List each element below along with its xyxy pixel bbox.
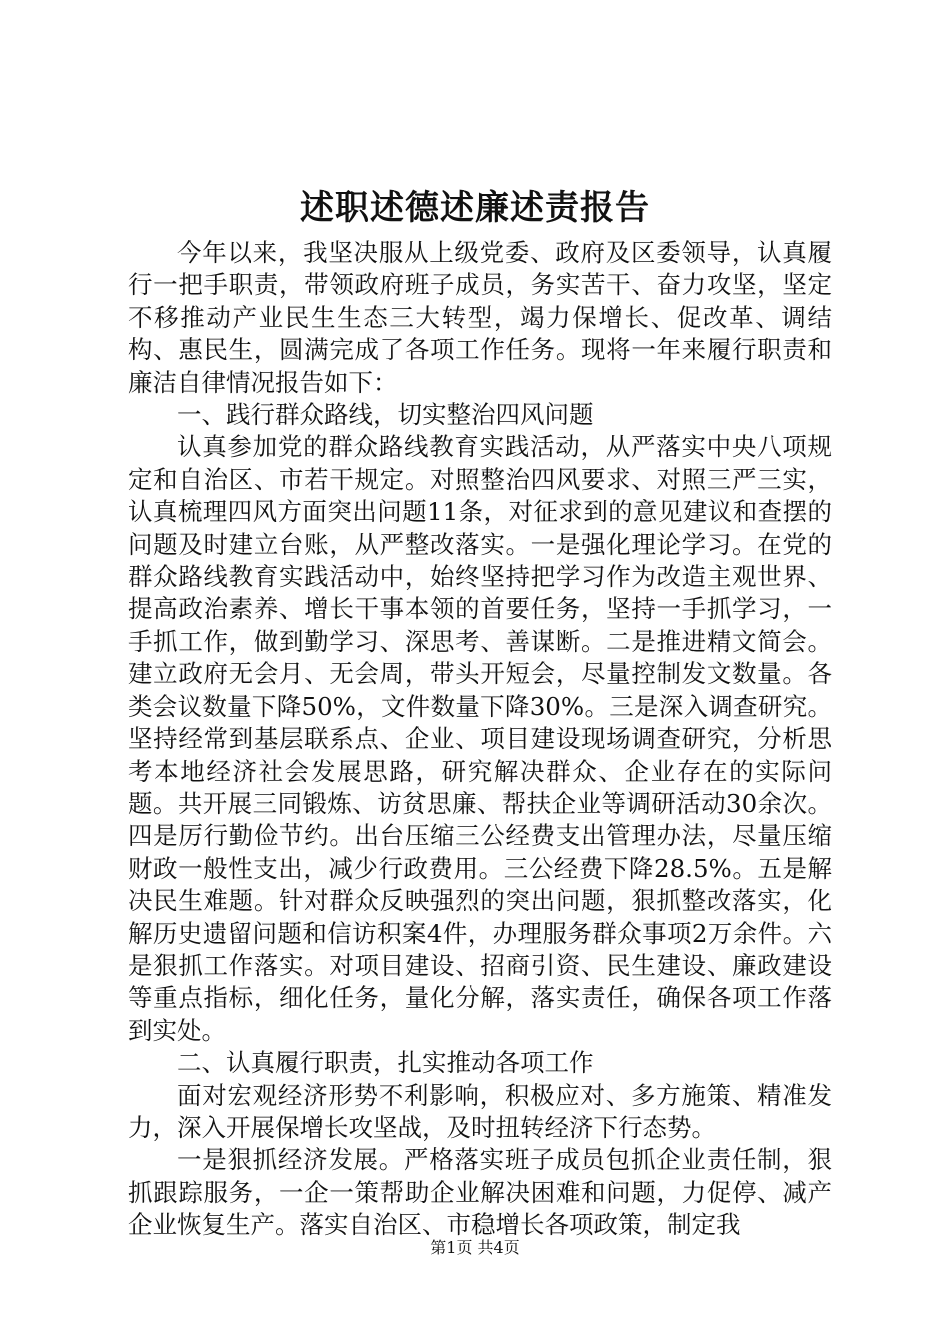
section-heading-2: 二、认真履行职责，扎实推动各项工作 [177,1048,594,1078]
page-number: 第1页 共4页 [430,1238,520,1257]
section-2-paragraph: 面对宏观经济形势不利影响，积极应对、多方施策、精准发力，深入开展保增长攻坚战，及时扭转经济下行态势。 [128,1080,832,1142]
intro-paragraph: 今年以来，我坚决服从上级党委、政府及区委领导，认真履行一把手职责，带领政府班子成员，务实苦干、奋力攻坚，坚定不移推动产业民生生态三大转型，竭力保增长、促改革、调结构、惠民生，圆满完成了各项工作任务。现将一年来履行职责和廉洁自律情况报告如下： [128,238,832,397]
section-heading-1: 一、践行群众路线，切实整治四风问题 [177,400,594,430]
section-1-paragraph: 认真参加党的群众路线教育实践活动，从严落实中央八项规定和自治区、市若干规定。对照整治四风要求、对照三严三实，认真梳理四风方面突出问题11条，对征求到的意见建议和查摆的问题及时建立台账，从严整改落实。一是强化理论学习。在党的群众路线教育实践活动中，始终坚持把学习作为改造主观世界、提高政治素养、增长干事本领的首要任务，坚持一手抓学习，一手抓工作，做到勤学习、深思考、善谋断。二是推进精文简会。建立政府无会月、无会周，带头开短会，尽量控制发文数量。各类会议数量下降50%，文件数量下降30%。三是深入调查研究。坚持经常到基层联系点、企业、项目建设现场调查研究，分析思考本地经济社会发展思路，研究解决群众、企业存在的实际问题。共开展三同锻炼、访贫思廉、帮扶企业等调研活动30余次。四是厉行勤俭节约。出台压缩三公经费支出管理办法，尽量压缩财政一般性支出，减少行政费用。三公经费下降28.5%。五是解决民生难题。针对群众反映强烈的突出问题，狠抓整改落实，化解历史遗留问题和信访积案4件，办理服务群众事项2万余件。六是狠抓工作落实。对项目建设、招商引资、民生建设、廉政建设等重点指标，细化任务，量化分解，落实责任，确保各项工作落到实处。 [128,432,832,1045]
document-title: 述职述德述廉述责报告 [300,188,650,228]
document-body [128,237,832,1242]
section-2-item-paragraph: 一是狠抓经济发展。严格落实班子成员包抓企业责任制，狠抓跟踪服务，一企一策帮助企业解决困难和问题，力促停、减产企业恢复生产。落实自治区、市稳增长各项政策，制定我 [128,1145,832,1240]
page-footer [0,1236,950,1260]
